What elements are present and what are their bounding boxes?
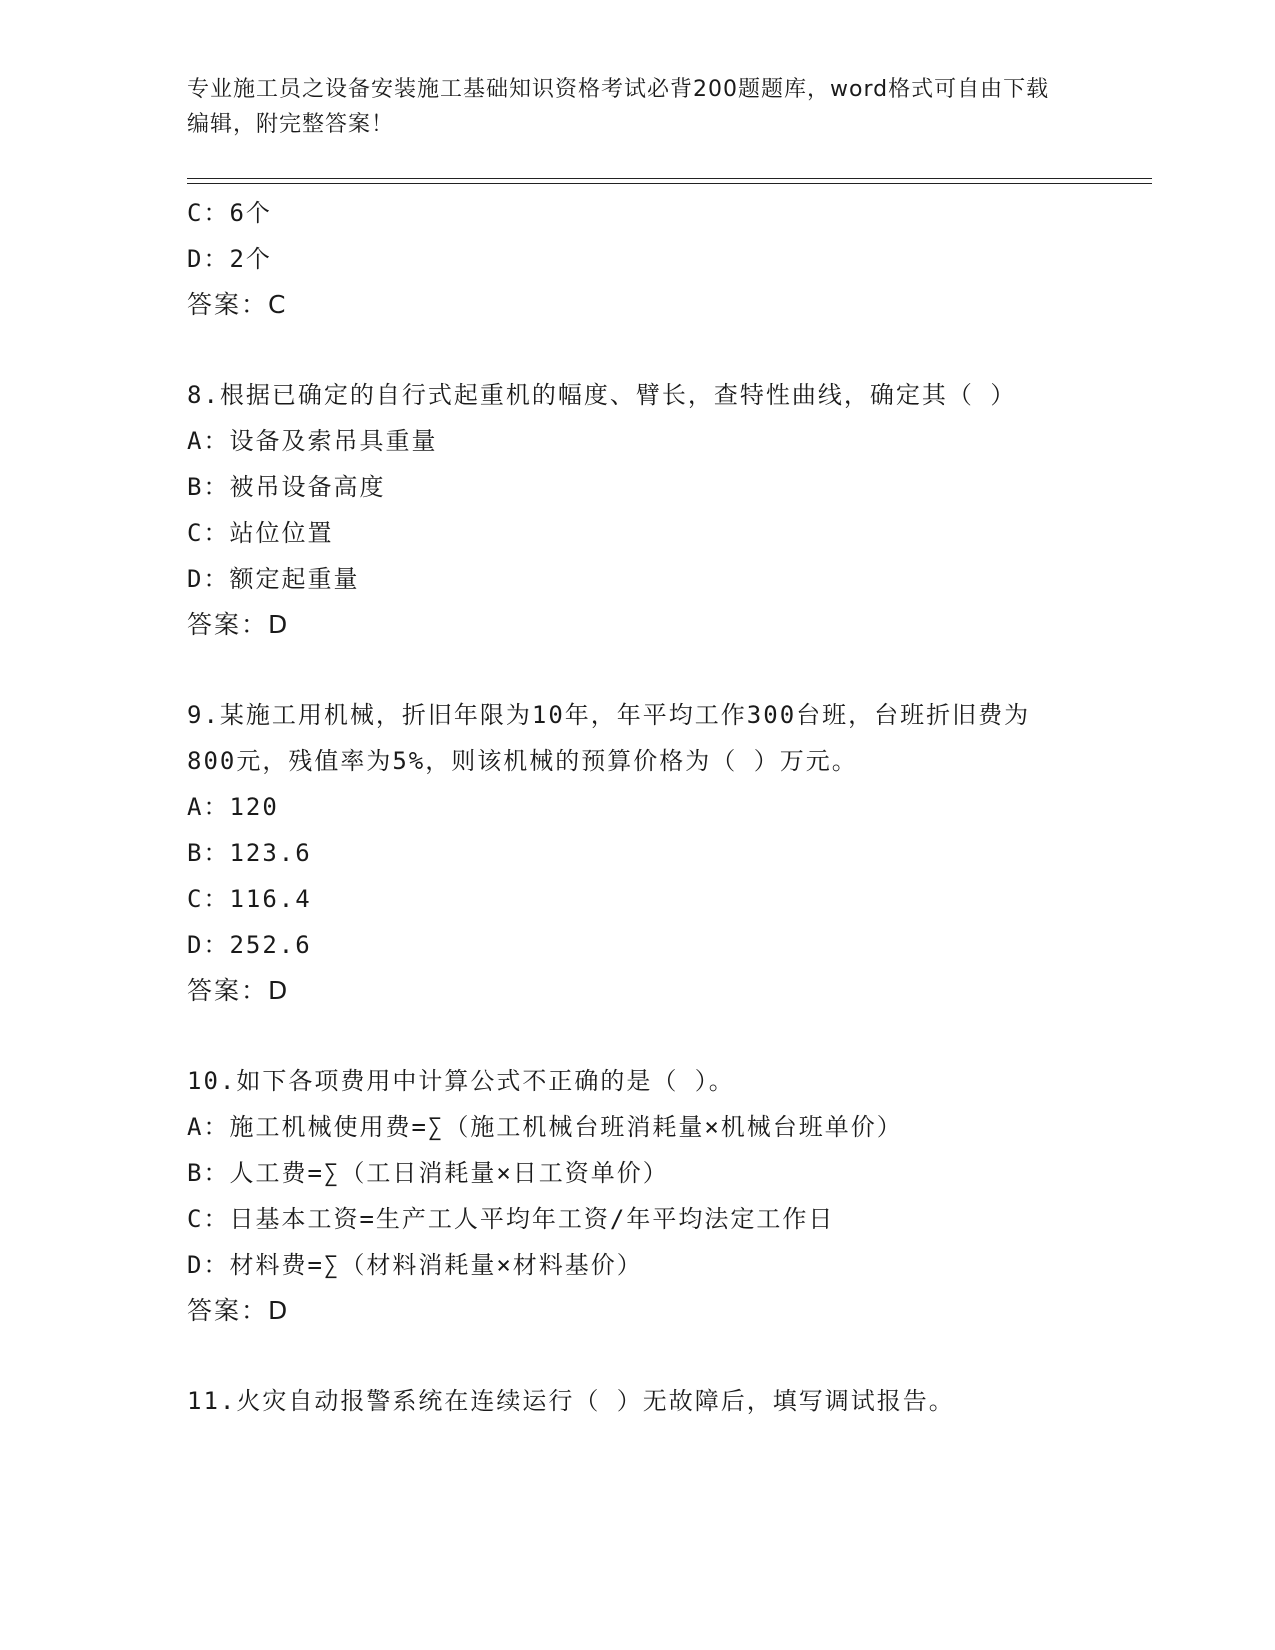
option-d: D：252.6 bbox=[187, 931, 312, 959]
question-stem: 8.根据已确定的自行式起重机的幅度、臂长，查特性曲线，确定其（ ） bbox=[187, 381, 1017, 409]
question-stem: 9.某施工用机械，折旧年限为10年，年平均工作300台班，台班折旧费为800元，残值率为5%，则该机械的预算价格为（ ）万元。 bbox=[187, 701, 1031, 775]
question-block bbox=[187, 1378, 1087, 1424]
answer-label: 答案：C bbox=[187, 290, 288, 319]
header-divider-top bbox=[187, 178, 1152, 179]
option-d: D：额定起重量 bbox=[187, 565, 360, 593]
question-block bbox=[187, 1058, 1087, 1334]
option-a: A：施工机械使用费=∑（施工机械台班消耗量×机械台班单价） bbox=[187, 1113, 903, 1141]
question-stem: 10.如下各项费用中计算公式不正确的是（ ）。 bbox=[187, 1067, 735, 1095]
option-c: C：日基本工资=生产工人平均年工资/年平均法定工作日 bbox=[187, 1205, 835, 1233]
question-list bbox=[187, 190, 1087, 1424]
question-stem: 11.火灾自动报警系统在连续运行（ ）无故障后，填写调试报告。 bbox=[187, 1387, 955, 1415]
header-divider-bottom bbox=[187, 183, 1152, 184]
answer-label: 答案：D bbox=[187, 1296, 290, 1325]
option-c: C：站位位置 bbox=[187, 519, 334, 547]
answer-label: 答案：D bbox=[187, 976, 290, 1005]
option-c: C：116.4 bbox=[187, 885, 312, 913]
option-a: A：设备及索吊具重量 bbox=[187, 427, 438, 455]
option-b: B：被吊设备高度 bbox=[187, 473, 386, 501]
option-a: A：120 bbox=[187, 793, 279, 821]
option-b: B：人工费=∑（工日消耗量×日工资单价） bbox=[187, 1159, 669, 1187]
option-b: B：123.6 bbox=[187, 839, 312, 867]
option-d: D：2个 bbox=[187, 245, 272, 273]
answer-label: 答案：D bbox=[187, 610, 290, 639]
option-d: D：材料费=∑（材料消耗量×材料基价） bbox=[187, 1251, 643, 1279]
question-block bbox=[187, 692, 1087, 1014]
document-header-title: 专业施工员之设备安装施工基础知识资格考试必背200题题库，word格式可自由下载编辑，附完整答案！ bbox=[187, 77, 1050, 137]
option-c: C：6个 bbox=[187, 199, 272, 227]
question-block bbox=[187, 372, 1087, 648]
